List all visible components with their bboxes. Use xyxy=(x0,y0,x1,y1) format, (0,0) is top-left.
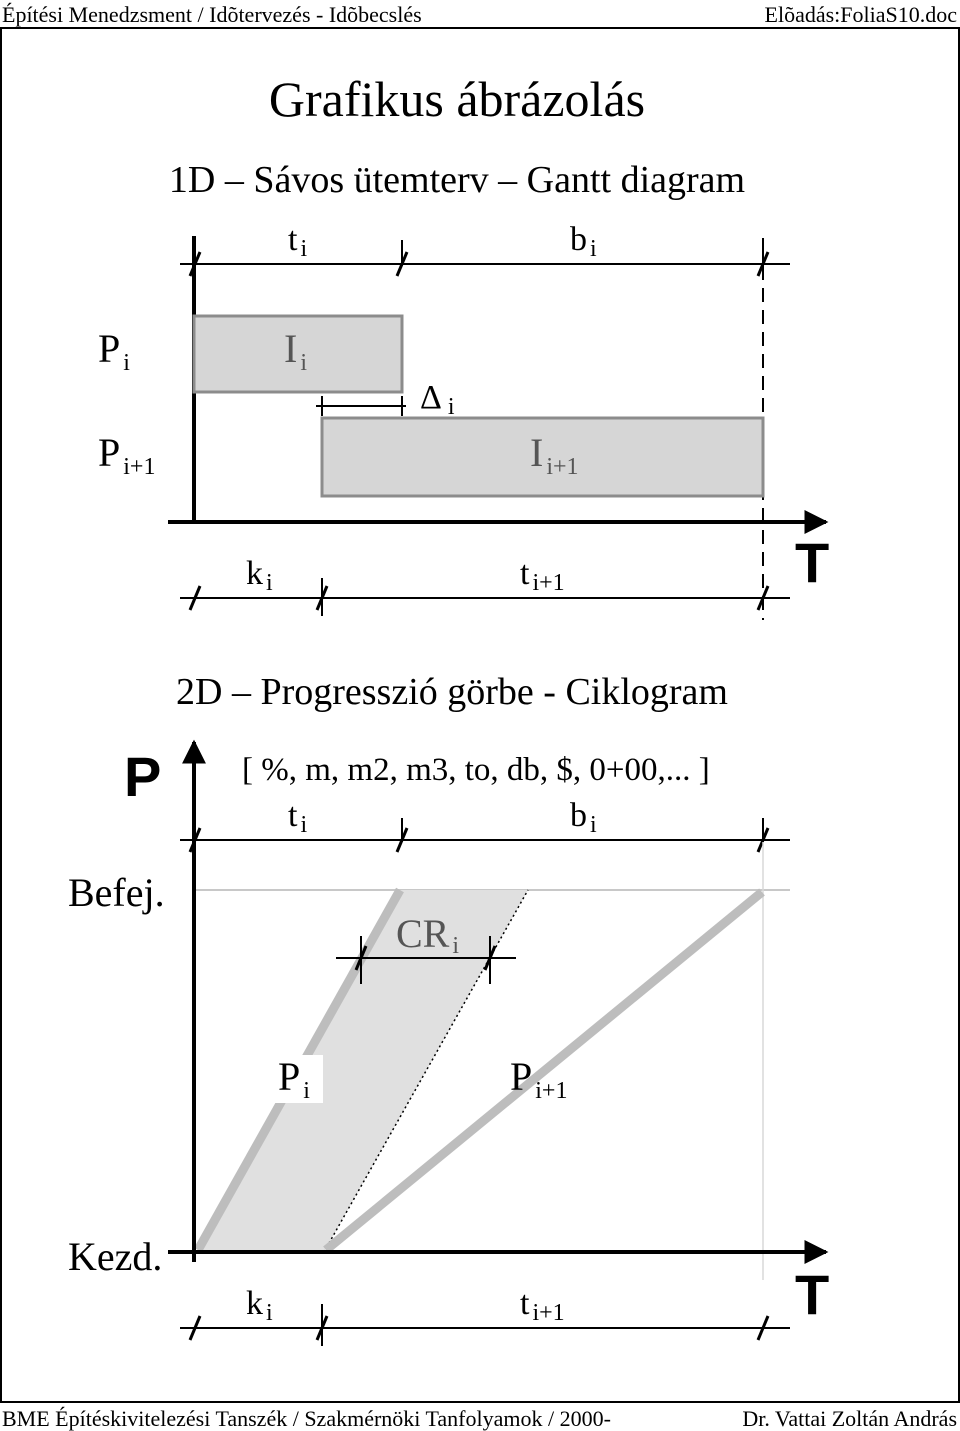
gantt-lag-label: Δ i xyxy=(420,379,455,420)
cyclogram-bottom-k-label: k i xyxy=(246,1285,273,1326)
cyclogram-subtitle: 2D – Progresszió görbe - Ciklogram xyxy=(176,671,728,713)
cyclogram-axis-label-t: T xyxy=(795,1263,830,1326)
cyclogram-line-label-p-i: P $_i$ xyxy=(278,1054,310,1104)
gantt-axis-label-t: T xyxy=(795,531,830,594)
cyclogram-units: [ %, m, m2, m3, to, db, $, 0+00,... ] xyxy=(242,752,710,788)
cyclogram-diagram xyxy=(68,742,829,1346)
footer-right: Dr. Vattai Zoltán András xyxy=(742,1406,957,1431)
gantt-row-label-p-i: P $_i$ xyxy=(98,326,130,376)
cyclogram-bottom-t-label: t i+1 xyxy=(520,1285,565,1326)
footer-left: BME Építéskivitelezési Tanszék / Szakmérnöki Tanfolyamok / 2000- xyxy=(2,1406,611,1431)
gantt-top-b-label: b i xyxy=(570,221,597,262)
gantt-subtitle: 1D – Sávos ütemterv – Gantt diagram xyxy=(168,159,746,201)
gantt-bar-i-label: I $_i$ xyxy=(284,326,307,376)
cyclogram-y-label-start: Kezd. xyxy=(68,1234,163,1279)
header-right: Elõadás:FoliaS10.doc xyxy=(764,2,957,27)
cyclogram-top-b-label: b i xyxy=(570,797,597,838)
gantt-diagram xyxy=(98,221,829,620)
page-border xyxy=(1,28,959,1402)
gantt-bar-i xyxy=(194,316,402,392)
cyclogram-cr-label: CR i xyxy=(396,911,460,959)
cyclogram-y-label-finish: Befej. xyxy=(68,870,165,915)
gantt-top-t-label: t i xyxy=(288,221,308,262)
cyclogram-line-label-p-i-plus-1: P $_{i+1}$ xyxy=(510,1054,568,1104)
cyclogram-axis-label-p: P xyxy=(124,745,162,808)
gantt-bottom-k-label: k i xyxy=(246,555,273,596)
cyclogram-top-t-label: t i xyxy=(288,797,308,838)
gantt-row-label-p-i-plus-1: P $_{i+1}$ xyxy=(98,430,156,480)
header-left: Építési Menedzsment / Idõtervezés - Idõbecslés xyxy=(2,2,422,27)
gantt-bottom-t-label: t i+1 xyxy=(520,555,565,596)
gantt-bar-i-plus-1-label: I $_{i+1}$ xyxy=(530,430,579,480)
page-title: Grafikus ábrázolás xyxy=(268,71,646,127)
